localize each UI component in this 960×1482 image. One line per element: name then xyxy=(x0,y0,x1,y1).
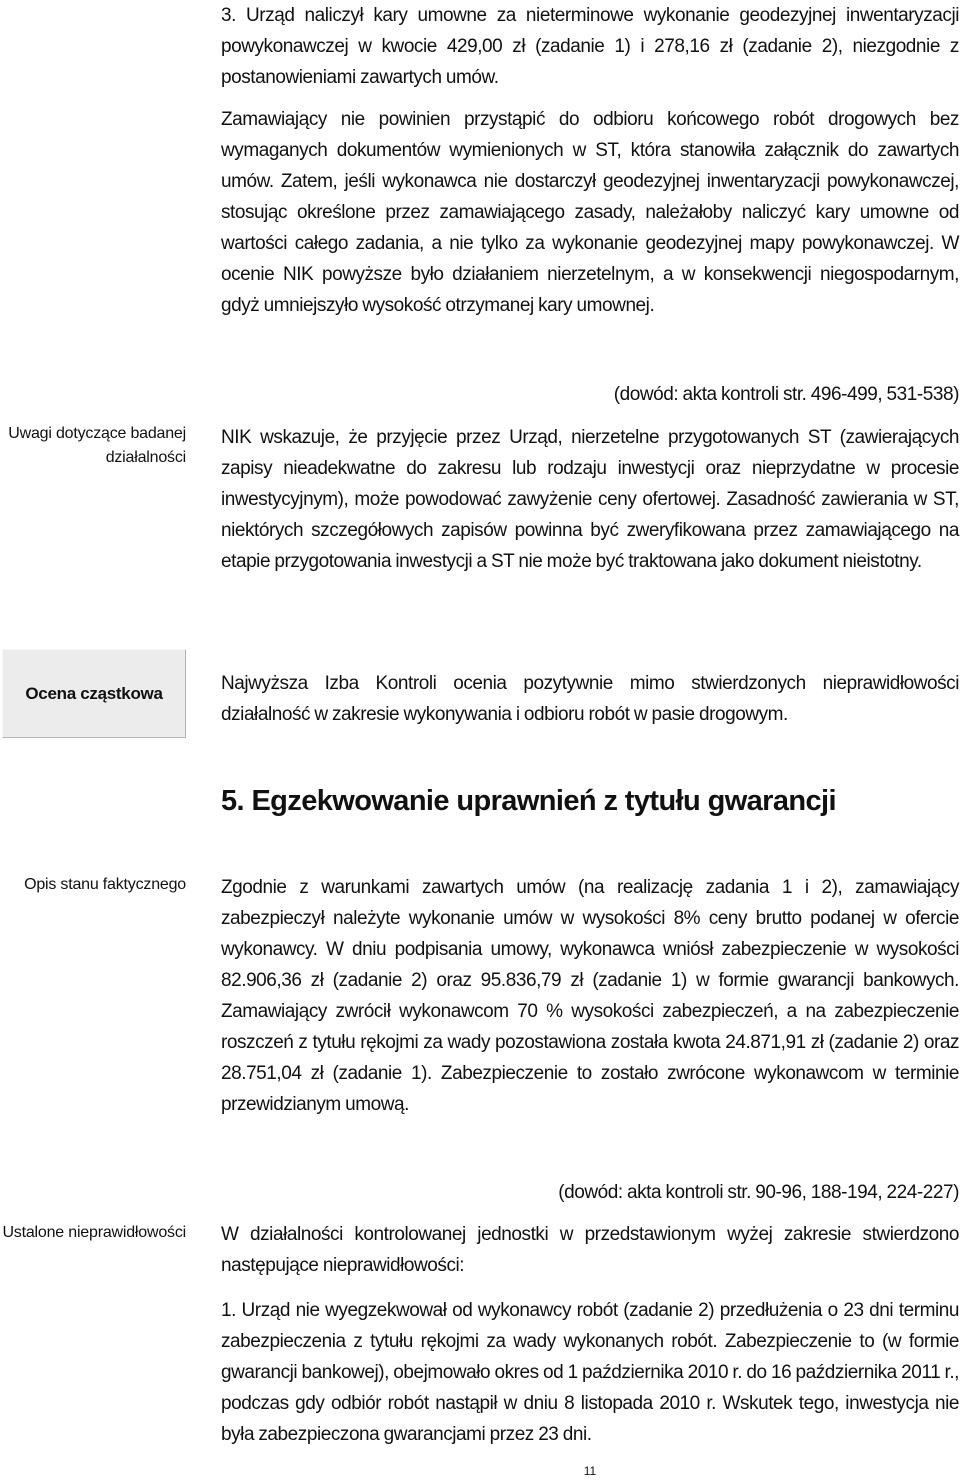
section-heading: 5. Egzekwowanie uprawnień z tytułu gwarancji xyxy=(221,785,836,817)
assessment-paragraph xyxy=(221,104,959,321)
opis-text: Zgodnie z warunkami zawartych umów (na realizację zadania 1 i 2), zamawiający zabezpieczył należyte wykonanie umów w wysokości 8% ceny brutto podanej w ofercie wykonawcy. W dniu podpisania umowy, wykonawca wniósł zabezpieczenie w wysokości 82.906,36 zł (zadanie 2) oraz 95.836,79 zł (zadanie 1) w formie gwarancji bankowych. Zamawiający zwrócił wykonawcom 70 % wysokości zabezpieczeń, a na zabezpieczenie roszczeń z tytułu rękojmi za wady pozostawiona została kwota 24.871,91 zł (zadanie 2) oraz 28.751,04 zł (zadanie 1). Zabezpieczenie to zostało zwrócone wykonawcom w terminie przewidzianym umową. xyxy=(221,877,959,1115)
item-3-text: 3. Urząd naliczył kary umowne za nieterminowe wykonanie geodezyjnej inwentaryzacji powykonawczej w kwocie 429,00 zł (zadanie 1) i 278,16 zł (zadanie 2), niezgodnie z postanowieniami zawartych umów. xyxy=(221,5,959,88)
uwagi-label: Uwagi dotyczące badanej działalności xyxy=(8,425,186,466)
ustalone-item-1 xyxy=(221,1295,959,1450)
opis-label: Opis stanu faktycznego xyxy=(24,876,186,893)
evidence-reference-1 xyxy=(221,379,959,410)
opis-section xyxy=(221,872,959,1120)
ustalone-label: Ustalone nieprawidłowości xyxy=(2,1224,186,1241)
item-3 xyxy=(221,0,959,93)
page-number: 11 xyxy=(583,1464,597,1478)
ustalone-intro-text: W działalności kontrolowanej jednostki w przedstawionym wyżej zakresie stwierdzono następujące nieprawidłowości: xyxy=(221,1224,959,1276)
ocena-text: Najwyższa Izba Kontroli ocenia pozytywnie mimo stwierdzonych nieprawidłowości działalność w zakresie wykonywania i odbioru robót w pasie drogowym. xyxy=(221,673,959,725)
uwagi-text: NIK wskazuje, że przyjęcie przez Urząd, nierzetelne przygotowanych ST (zawierających zapisy nieadekwatne do zakresu lub rodzaju inwestycji oraz nieprzydatne w procesie inwestycyjnym), może powodować zawyżenie ceny ofertowej. Zasadność zawierania w ST, niektórych szczegółowych zapisów powinna być zweryfikowana przez zamawiającego na etapie przygotowania inwestycji a ST nie może być traktowana jako dokument nieistotny. xyxy=(221,427,959,572)
evidence-text-1: (dowód: akta kontroli str. 496-499, 531-538) xyxy=(613,384,959,405)
ocena-label: Ocena cząstkowa xyxy=(25,683,163,703)
evidence-text-2: (dowód: akta kontroli str. 90-96, 188-194, 224-227) xyxy=(558,1182,959,1203)
ocena-label-box xyxy=(2,649,186,738)
ocena-section xyxy=(221,668,959,730)
evidence-reference-2 xyxy=(221,1177,959,1208)
ustalone-item-1-text: 1. Urząd nie wyegzekwował od wykonawcy robót (zadanie 2) przedłużenia o 23 dni terminu zabezpieczenia z tytułu rękojmi za wady wykonanych robót. Zabezpieczenie to (w formie gwarancji bankowej), obejmowało okres od 1 października 2010 r. do 16 października 2011 r., podczas gdy odbiór robót nastąpił w dniu 8 listopada 2010 r. Wskutek tego, inwestycja nie była zabezpieczona gwarancjami przez 23 dni. xyxy=(221,1300,959,1445)
assessment-paragraph-text: Zamawiający nie powinien przystąpić do odbioru końcowego robót drogowych bez wymaganych dokumentów wymienionych w ST, która stanowiła załącznik do zawartych umów. Zatem, jeśli wykonawca nie dostarczył geodezyjnej inwentaryzacji powykonawczej, stosując określone przez zamawiającego zasady, należałoby naliczyć kary umowne od wartości całego zadania, a nie tylko za wykonanie geodezyjnej mapy powykonawczej. W ocenie NIK powyższe było działaniem nierzetelnym, a w konsekwencji niegospodarnym, gdyż umniejszyło wysokość otrzymanej kary umownej. xyxy=(221,109,959,316)
uwagi-section xyxy=(221,422,959,577)
ustalone-intro xyxy=(221,1219,959,1281)
